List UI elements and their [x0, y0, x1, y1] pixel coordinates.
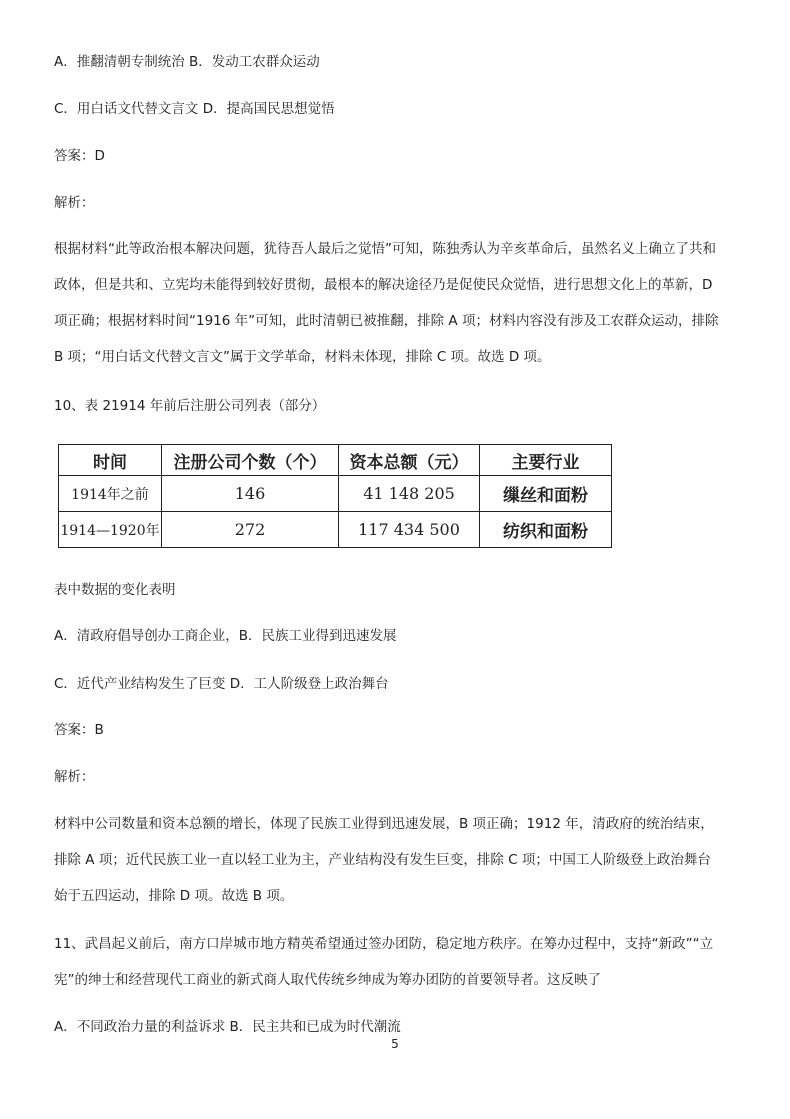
q10-analysis-label: 解析： [54, 769, 95, 785]
q9-analysis-label: 解析： [54, 195, 95, 211]
q9-answer: 答案：D [54, 148, 105, 164]
table-cell: 纺织和面粉 [480, 512, 612, 548]
q10-analysis-line: 始于五四运动，排除 D 项。故选 B 项。 [54, 888, 294, 904]
table-row [59, 512, 612, 548]
table-cell: 117 434 500 [339, 512, 480, 548]
registered-companies-table [58, 444, 612, 548]
q9-options-line1: A．推翻清朝专制统治 B．发动工农群众运动 [54, 54, 320, 70]
table-cell: 146 [162, 476, 339, 512]
q9-analysis-line: 项正确；根据材料时间“1916 年”可知，此时清朝已被推翻，排除 A 项；材料内容没有涉及工农群众运动，排除 [54, 313, 719, 329]
table-header: 时间 [59, 445, 162, 476]
q11-stem [54, 934, 744, 1006]
table-cell: 272 [162, 512, 339, 548]
q10-analysis-line: 材料中公司数量和资本总额的增长，体现了民族工业得到迅速发展，B 项正确；1912 年，清政府的统治结束， [54, 816, 714, 832]
table-row [59, 476, 612, 512]
page-number: 5 [391, 1037, 399, 1051]
q11-stem-line: 宪”的绅士和经营现代工商业的新式商人取代传统乡绅成为筹办团防的首要领导者。这反映了 [54, 972, 601, 988]
table-cell: 1914年之前 [59, 476, 162, 512]
q11-options-line1: A．不同政治力量的利益诉求 B．民主共和已成为时代潮流 [54, 1019, 401, 1035]
table-cell: 1914—1920年 [59, 512, 162, 548]
q9-options-line2: C．用白话文代替文言文 D．提高国民思想觉悟 [54, 101, 335, 117]
q10-options-line1: A．清政府倡导创办工商企业，B．民族工业得到迅速发展 [54, 628, 397, 644]
q9-analysis-line: 根据材料“此等政治根本解决问题，犹待吾人最后之觉悟”可知，陈独秀认为辛亥革命后，虽然名义上确立了共和 [54, 241, 716, 257]
q9-analysis-line: 政体，但是共和、立宪均未能得到较好贯彻，最根本的解决途径乃是促使民众觉悟，进行思想文化上的革新，D [54, 277, 713, 293]
q11-stem-line: 11、武昌起义前后，南方口岸城市地方精英希望通过签办团防，稳定地方秩序。在筹办过程中，支持“新政”“立 [54, 936, 714, 952]
q10-analysis-line: 排除 A 项；近代民族工业一直以轻工业为主，产业结构没有发生巨变，排除 C 项；中国工人阶级登上政治舞台 [54, 852, 711, 868]
q10-answer: 答案：B [54, 722, 104, 738]
table-header: 注册公司个数（个） [162, 445, 339, 476]
q9-analysis-line: B 项；“用白话文代替文言文”属于文学革命，材料未体现，排除 C 项。故选 D 项。 [54, 349, 551, 365]
table-header: 资本总额（元） [339, 445, 480, 476]
q10-stem: 10、表 21914 年前后注册公司列表（部分） [54, 398, 326, 414]
q9-analysis [54, 239, 744, 383]
table-cell: 缫丝和面粉 [480, 476, 612, 512]
q10-analysis [54, 814, 744, 922]
table-cell: 41 148 205 [339, 476, 480, 512]
q10-question: 表中数据的变化表明 [54, 582, 176, 598]
q10-options-line2: C．近代产业结构发生了巨变 D．工人阶级登上政治舞台 [54, 676, 389, 692]
table-header: 主要行业 [480, 445, 612, 476]
table-header-row [59, 445, 612, 476]
